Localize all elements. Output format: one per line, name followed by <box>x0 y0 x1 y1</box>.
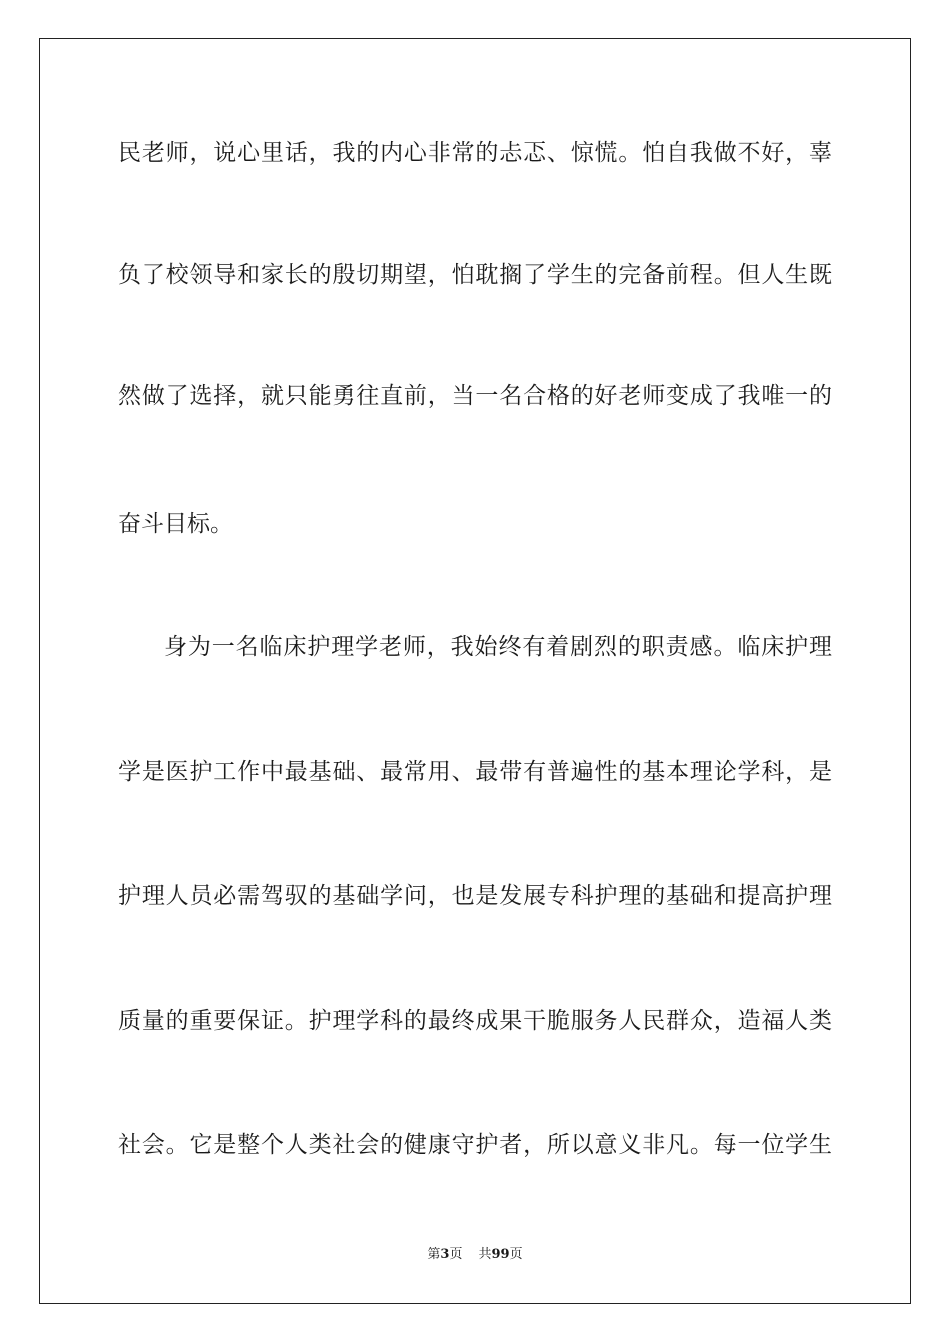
body-text-line-4: 奋斗目标。 <box>118 511 233 537</box>
body-text-line-2: 负了校领导和家长的殷切期望，怕耽搁了学生的完备前程。但人生既 <box>118 262 832 288</box>
body-text-line-1: 民老师，说心里话，我的内心非常的忐忑、惊慌。怕自我做不好，辜 <box>118 140 832 166</box>
body-text-line-6: 学是医护工作中最基础、最常用、最带有普遍性的基本理论学科，是 <box>118 759 832 785</box>
body-text-line-9: 社会。它是整个人类社会的健康守护者，所以意义非凡。每一位学生 <box>118 1132 832 1158</box>
body-text-line-5: 身为一名临床护理学老师，我始终有着剧烈的职责感。临床护理 <box>164 634 832 660</box>
page-footer <box>0 1246 950 1264</box>
body-text-line-7: 护理人员必需驾驭的基础学问，也是发展专科护理的基础和提高护理 <box>118 883 832 909</box>
body-text-line-3: 然做了选择，就只能勇往直前，当一名合格的好老师变成了我唯一的 <box>118 383 832 409</box>
page-number: 3 <box>440 1247 450 1262</box>
total-prefix: 共 <box>478 1247 492 1262</box>
body-text-line-8: 质量的重要保证。护理学科的最终成果干脆服务人民群众，造福人类 <box>118 1008 832 1034</box>
page-suffix: 页 <box>449 1247 463 1262</box>
total-suffix: 页 <box>509 1247 523 1262</box>
page-prefix: 第 <box>427 1247 441 1262</box>
total-pages: 99 <box>491 1247 510 1262</box>
page-border <box>39 38 911 1304</box>
